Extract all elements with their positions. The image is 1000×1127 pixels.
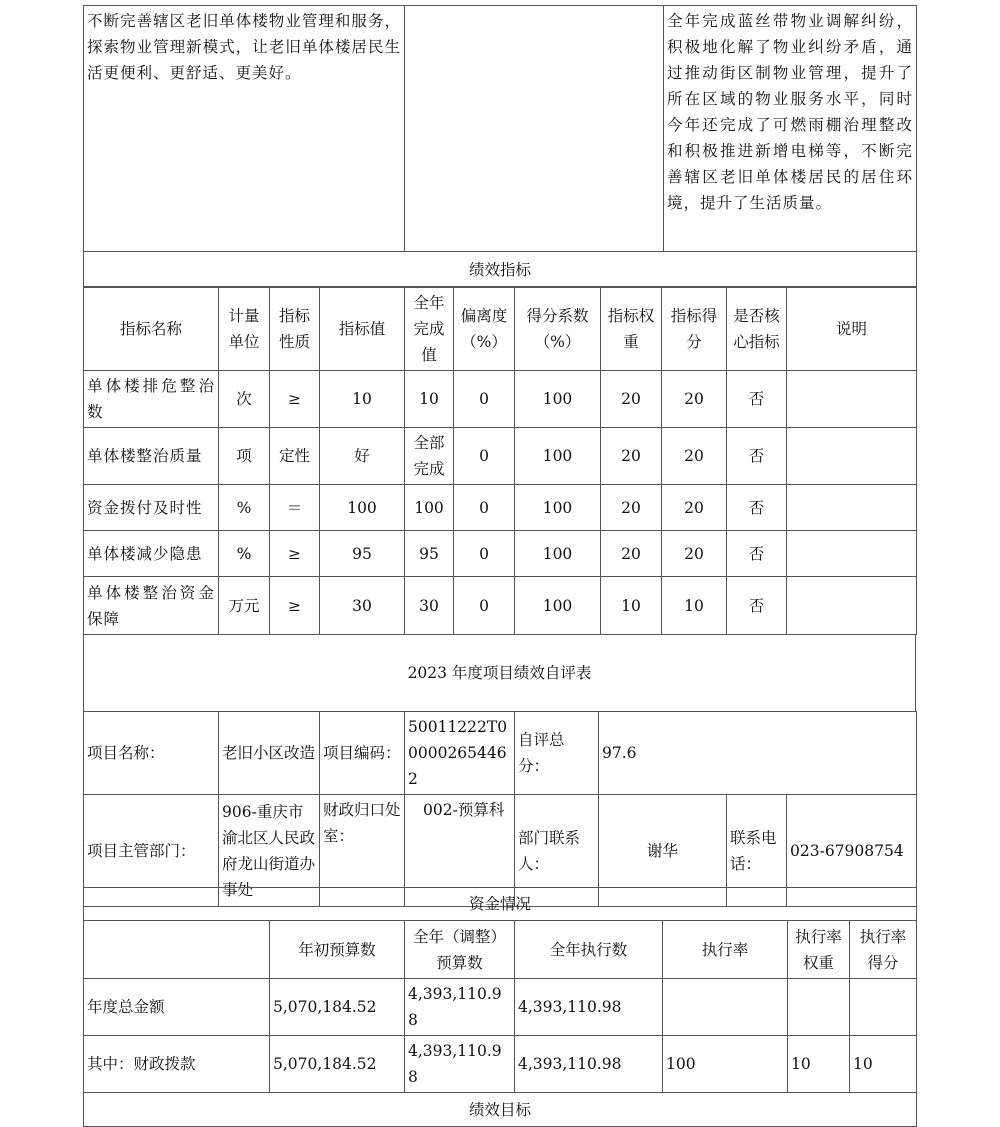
unit-cell: 万元 [219,577,270,635]
note-cell [787,577,917,635]
row-label: 年度总金额 [84,979,270,1036]
table-row [84,1036,917,1093]
col-header: 指标权重 [601,287,662,371]
project-code-value: 50011222T000002654462 [405,712,515,795]
core-flag-cell: 否 [727,577,787,635]
target-value-cell: 95 [320,531,405,577]
indicator-name: 单体楼整治质量 [84,428,219,485]
note-cell [787,485,917,531]
table-row [84,531,917,577]
weight-cell: 20 [601,531,662,577]
empty-cell [405,6,664,252]
project-info-table [83,711,917,907]
exec-score-cell: 10 [850,1036,917,1093]
table-row [84,979,917,1036]
completion-text-cell: 全年完成蓝丝带物业调解纠纷，积极地化解了物业纠纷矛盾，通过推动街区制物业管理，提升了所在区域的物业服务水平，同时今年还完成了可燃雨棚治理整改和积极推进新增电梯等，不断完善辖区老旧单体楼居民的居住环境，提升了生活质量。 [664,6,917,252]
table-row [84,577,917,635]
core-flag-cell: 否 [727,371,787,428]
nature-cell: ≥ [270,531,320,577]
deviation-cell: 0 [454,485,515,531]
deviation-cell: 0 [454,531,515,577]
self-score-label: 自评总分： [515,712,599,795]
coefficient-cell: 100 [515,371,601,428]
coefficient-cell: 100 [515,531,601,577]
dept-value: 906-重庆市渝北区人民政府龙山街道办事处 [219,795,320,907]
adjusted-budget-cell: 4,393,110.98 [405,979,515,1036]
executed-cell: 4,393,110.98 [515,979,663,1036]
finance-office-value: 002-预算科 [405,795,515,907]
note-cell [787,371,917,428]
target-value-cell: 30 [320,577,405,635]
deviation-cell: 0 [454,371,515,428]
col-header: 执行率 [663,921,788,979]
weight-cell: 20 [601,485,662,531]
weight-cell: 20 [601,371,662,428]
col-header: 说明 [787,287,917,371]
actual-value-cell: 95 [405,531,454,577]
coefficient-cell: 100 [515,577,601,635]
score-cell: 20 [662,485,727,531]
nature-cell: ≥ [270,577,320,635]
exec-rate-cell: 100 [663,1036,788,1093]
top-narrative-table [83,5,917,288]
actual-value-cell: 10 [405,371,454,428]
table-row [84,371,917,428]
finance-office-label: 财政归口处室： [320,795,405,907]
exec-weight-cell: 10 [788,1036,850,1093]
score-cell: 20 [662,371,727,428]
adjusted-budget-cell: 4,393,110.98 [405,1036,515,1093]
funds-table [83,887,917,1127]
col-header: 全年（调整）预算数 [405,921,515,979]
project-code-label: 项目编码： [320,712,405,795]
target-value-cell: 100 [320,485,405,531]
goal-text-cell: 不断完善辖区老旧单体楼物业管理和服务，探索物业管理新模式，让老旧单体楼居民生活更便利、更舒适、更美好。 [84,6,405,252]
project-name-value: 老旧小区改造 [219,712,320,795]
initial-budget-cell: 5,070,184.52 [270,1036,405,1093]
indicator-name: 单体楼减少隐患 [84,531,219,577]
col-header: 是否核心指标 [727,287,787,371]
col-header: 指标性质 [270,287,320,371]
table-row [84,428,917,485]
dept-label: 项目主管部门： [84,795,219,907]
self-score-value: 97.6 [599,712,917,795]
exec-score-cell [850,979,917,1036]
col-header: 执行率权重 [788,921,850,979]
target-value-cell: 10 [320,371,405,428]
indicator-name: 单体楼整治资金保障 [84,577,219,635]
indicator-table [83,286,917,635]
row-label: 其中：财政拨款 [84,1036,270,1093]
col-header: 年初预算数 [270,921,405,979]
funds-title: 资金情况 [84,888,917,921]
exec-rate-cell [663,979,788,1036]
coefficient-cell: 100 [515,428,601,485]
executed-cell: 4,393,110.98 [515,1036,663,1093]
target-value-cell: 好 [320,428,405,485]
col-header: 执行率得分 [850,921,917,979]
contact-person-label: 部门联系人： [515,795,599,907]
core-flag-cell: 否 [727,428,787,485]
note-cell [787,428,917,485]
actual-value-cell: 100 [405,485,454,531]
exec-weight-cell [788,979,850,1036]
phone-value: 023-67908754 [787,795,917,907]
deviation-cell: 0 [454,428,515,485]
score-cell: 20 [662,531,727,577]
form-title: 2023 年度项目绩效自评表 [84,635,916,712]
unit-cell: % [219,531,270,577]
col-header: 指标得分 [662,287,727,371]
weight-cell: 10 [601,577,662,635]
unit-cell: 项 [219,428,270,485]
phone-label: 联系电话： [727,795,787,907]
indicator-header-row [84,287,917,371]
deviation-cell: 0 [454,577,515,635]
weight-cell: 20 [601,428,662,485]
unit-cell: 次 [219,371,270,428]
nature-cell: ≥ [270,371,320,428]
col-header: 计量单位 [219,287,270,371]
indicator-name: 资金拨付及时性 [84,485,219,531]
note-cell [787,531,917,577]
contact-person-value: 谢华 [599,795,727,907]
col-header: 偏离度（%） [454,287,515,371]
actual-value-cell: 30 [405,577,454,635]
score-cell: 20 [662,428,727,485]
core-flag-cell: 否 [727,485,787,531]
coefficient-cell: 100 [515,485,601,531]
col-header: 指标值 [320,287,405,371]
form-title-table [83,634,916,712]
unit-cell: % [219,485,270,531]
col-header: 全年完成值 [405,287,454,371]
table-row [84,485,917,531]
project-name-label: 项目名称： [84,712,219,795]
core-flag-cell: 否 [727,531,787,577]
perf-indicators-title: 绩效指标 [84,252,917,288]
nature-cell: 定性 [270,428,320,485]
col-header: 全年执行数 [515,921,663,979]
perf-goals-title: 绩效目标 [84,1093,917,1127]
score-cell: 10 [662,577,727,635]
actual-value-cell: 全部完成 [405,428,454,485]
initial-budget-cell: 5,070,184.52 [270,979,405,1036]
col-header [84,921,270,979]
indicator-name: 单体楼排危整治数 [84,371,219,428]
col-header: 得分系数（%） [515,287,601,371]
nature-cell: ＝ [270,485,320,531]
col-header: 指标名称 [84,287,219,371]
